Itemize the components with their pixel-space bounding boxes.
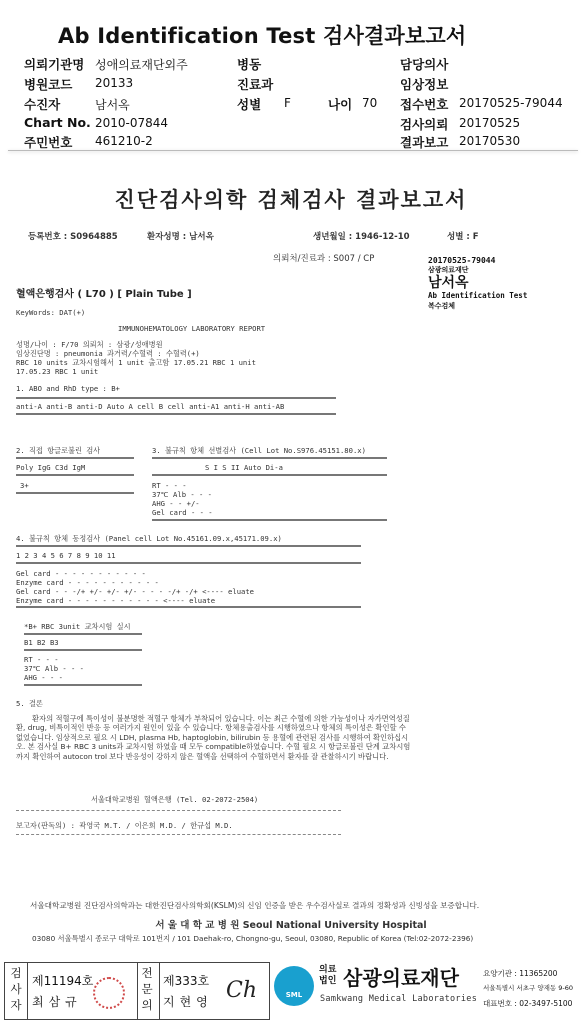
tester-label: 검사자 [10,966,22,1012]
document-sex: 성별 : F [447,232,479,242]
divider [152,519,387,521]
conclusion-title: 5. 결론 [16,699,43,708]
cross-row: AHG - - - [24,673,63,682]
divider [16,397,336,399]
cross-row: 37℃ Alb - - - [24,664,84,673]
hospital-name: 서 울 대 학 교 병 원 Seoul National University Hospital [155,920,427,931]
company-address: 서울특별시 서초구 양재동 9-60 [483,984,574,992]
reviewer-label: 전문의 [141,966,153,1012]
ident-row: Gel card - - - - - - - - - - - [16,569,146,578]
lab-contact: 서울대학교병원 혈액은행 (Tel. 02-2072-2504) [91,795,259,804]
report-value: 20170530 [459,134,521,148]
divider [24,633,142,635]
reviewer-name: 지현영 [163,995,213,1009]
sex-label: 성별 [237,97,262,112]
chart-label: Chart No. [24,115,91,130]
company-name: 삼광의료재단 [343,966,459,990]
receipt-value: 20170525-79044 [459,96,563,110]
sticker-test-name: Ab Identification Test [428,291,528,300]
screen-title: 3. 불규칙 항체 선별검사 (Cell Lot No.S976.45151.80.x) [152,446,366,455]
header-divider [8,150,578,151]
ident-row: Enzyme card - - - - - - - - - - - [16,578,159,587]
document-title: 진단검사의학 검체검사 결과보고서 [114,188,468,212]
reviewer-signature: Ch [226,978,258,1003]
divider [16,606,361,608]
tester-license: 제11194호 [32,974,94,988]
screen-columns: S I S II Auto Di-a [205,463,283,472]
req-date-label: 검사의뢰 [400,117,449,132]
conclusion-text: 환자의 적혈구에 특이성이 불분명한 적혈구 항체가 부착되어 있습니다. 이는 최근 수혈에 의한 가능성이나 자가면역성질환, drug, 비특이적인 반응 등 여러가지 원인이 있을 수 있습니다. 항체용출검사를 시행하였으나 항체의 특이성은 확인할 수 없었습니다. 임상적으로 필요 시 LDH, plasma Hb, haptoglobin, bilirubin 등 용혈에 관련된 검사를 시행하여 확인하십시오. 본 검사실 B+ RBC 3 units과 교차시험 하였을 때 모두 compatible하였습니다. 수혈 필요 시 항글로불린 단계 교차시험까지 확인하여 autocon trol 보다 반응성이 강하지 않은 혈액을 선택하여 수혈하면서 환자를 잘 관찰하시기 바랍니다. [16,714,411,761]
doctor-label: 담당의사 [400,57,449,72]
info-line-3: RBC 10 units 교차시험해서 1 unit 출고함 17.05.21 RBC 1 unit [16,358,256,367]
cross-title: *B+ RBC 3unit 교차시험 실시 [24,622,131,631]
company-prefix: 의료법인 [319,965,337,986]
ident-columns: 1 2 3 4 5 6 7 8 9 10 11 [16,551,116,560]
sml-logo-icon [274,966,314,1006]
dat-title: 2. 직접 항글로불린 검사 [16,446,101,455]
report-label: 결과보고 [400,135,449,150]
ident-row: Gel card - - -/+ +/- +/- +/- - - - -/+ -/+ <---- eluate [16,587,254,596]
info-line-1: 성명/나이 : F/70 의뢰처 : 삼광/성애병원 [16,340,163,349]
sticker-specimen: 복수검체 [428,302,456,310]
certification: 서울대학교병원 진단검사의학과는 대한진단검사의학회(KSLM)의 신임 인증을 받은 우수검사실로 결과의 정확성과 신빙성을 보증합니다. [30,901,480,910]
abo-type: 1. ABO and RhD type : B+ [16,384,120,393]
cross-columns: B1 B2 B3 [24,638,59,647]
divider [16,457,134,459]
divider [16,834,341,835]
divider [16,474,134,476]
divider [16,562,361,564]
dept-label: 진료과 [237,77,274,92]
test-title: 혈액은행검사 ( L70 ) [ Plain Tube ] [16,289,192,300]
ident-title: 4. 불규칙 항체 동정검사 (Panel cell Lot No.45161.09.x,45171.09.x) [16,534,282,543]
divider [16,492,134,494]
company-name-en: Samkwang Medical Laboratories [320,994,478,1004]
divider [24,649,142,651]
report-head: IMMUNOHEMATOLOGY LABORATORY REPORT [118,324,266,333]
tester-seal-icon [93,977,125,1009]
screen-row: RT - - - [152,481,187,490]
birth-date: 생년월일 : 1946-12-10 [313,232,410,242]
patient-name: 환자성명 : 남서옥 [147,232,214,242]
req-org-value: 성애의료재단외주 [95,58,188,72]
company-phone: 대표번호 : 02-3497-5100 [483,999,573,1008]
receipt-label: 접수번호 [400,97,449,112]
cross-row: RT - - - [24,655,59,664]
rrn-label: 주민번호 [24,135,73,150]
req-date-value: 20170525 [459,116,521,130]
divider [24,684,142,686]
divider [16,810,341,811]
screen-row: Gel card - - - [152,508,213,517]
dat-value: 3+ [20,481,29,490]
reporter: 보고자(판독의) : 곽영국 M.T. / 이은희 M.D. / 한규섭 M.D. [16,821,233,830]
chart-value: 2010-07844 [95,116,169,130]
hosp-code-value: 20133 [95,76,134,90]
divider [152,474,387,476]
sticker-receipt-no: 20170525-79044 [428,256,496,265]
req-org-label: 의뢰기관명 [24,57,85,72]
sex-value: F [284,96,291,110]
age-label: 나이 [328,97,353,112]
ward-label: 병동 [237,57,262,72]
patient-label: 수진자 [24,97,61,112]
screen-row: 37℃ Alb - - - [152,490,212,499]
divider [152,457,387,459]
logo-text: SML [285,991,303,999]
divider [16,413,336,415]
requester-dept: 의뢰처/진료과 : S007 / CP [273,254,375,264]
tester-name: 최삼규 [32,995,82,1009]
report-header-title: Ab Identification Test 검사결과보고서 [58,24,467,48]
info-line-4: 17.05.23 RBC 1 unit [16,367,99,376]
screen-row: AHG - - +/- [152,499,200,508]
rrn-value: 461210-2 [95,134,153,148]
clinical-label: 임상정보 [400,77,449,92]
ident-row: Enzyme card - - - - - - - - - - - <---- eluate [16,596,216,605]
registration-number: 등록번호 : S0964885 [28,232,118,242]
keywords: KeyWords: DAT(+) [16,308,86,317]
abo-columns: anti-A anti-B anti-D Auto A cell B cell anti-A1 anti-H anti-AB [16,402,285,411]
divider [16,545,361,547]
sticker-patient-name: 남서옥 [428,275,469,291]
info-line-2: 임상진단명 : pneumonia 과거력/수혈력 : 수혈력(+) [16,349,200,358]
reviewer-license: 제333호 [163,974,210,988]
hosp-code-label: 병원코드 [24,77,73,92]
dat-columns: Poly IgG C3d IgM [16,463,86,472]
patient-value: 남서옥 [95,98,130,112]
hospital-address: 03080 서울특별시 종로구 대학로 101번지 / 101 Daehak-ro, Chongno-gu, Seoul, 03080, Republic of Korea (Tel:02-2072-2396) [32,934,474,943]
sticker-company: 삼광의료재단 [428,266,469,274]
company-registration: 요양기관 : 11365200 [483,969,558,978]
age-value: 70 [362,96,378,110]
